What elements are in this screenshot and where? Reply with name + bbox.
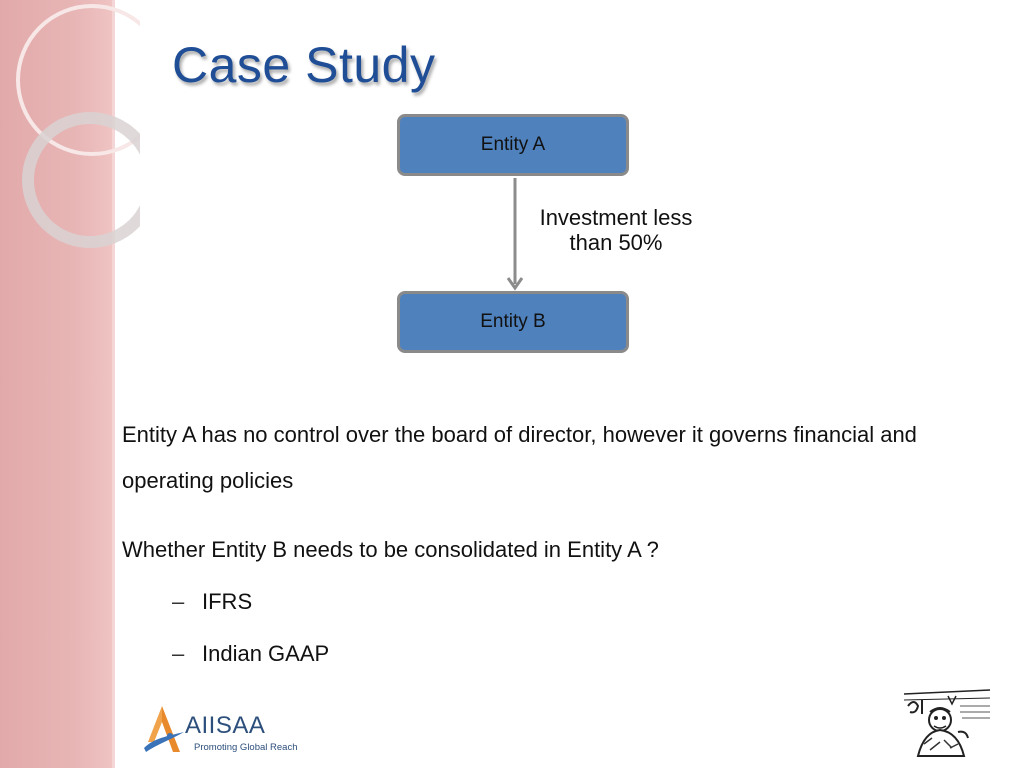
cartoon-man-thinking-image — [900, 686, 994, 758]
case-question: Whether Entity B needs to be consolidated in Entity A ? — [122, 537, 659, 562]
case-description: Entity A has no control over the board of director, however it governs financial and operating policies — [122, 422, 917, 493]
logo-tagline: Promoting Global Reach — [194, 742, 298, 753]
dash-bullet-icon: – — [172, 589, 185, 614]
logo-wordmark: AIISAA — [185, 712, 266, 739]
decorative-circles — [0, 0, 140, 260]
investment-label-line2: than 50% — [569, 230, 663, 255]
entity-b-box — [397, 291, 629, 353]
entity-a-box — [397, 114, 629, 176]
entity-a-label: Entity A — [480, 134, 546, 155]
bullet-text: IFRS — [202, 589, 253, 614]
page-title: Case Study — [172, 37, 436, 93]
bullet-item-indian-gaap — [172, 641, 329, 667]
investment-label — [515, 205, 717, 255]
entity-b-label: Entity B — [480, 311, 546, 332]
logo-a-mark-icon — [140, 702, 190, 758]
aiisaa-logo — [140, 700, 300, 760]
dash-bullet-icon: – — [172, 641, 185, 666]
bullet-item-ifrs — [172, 589, 252, 615]
bullet-text: Indian GAAP — [202, 641, 330, 666]
investment-label-line1: Investment less — [539, 205, 693, 230]
